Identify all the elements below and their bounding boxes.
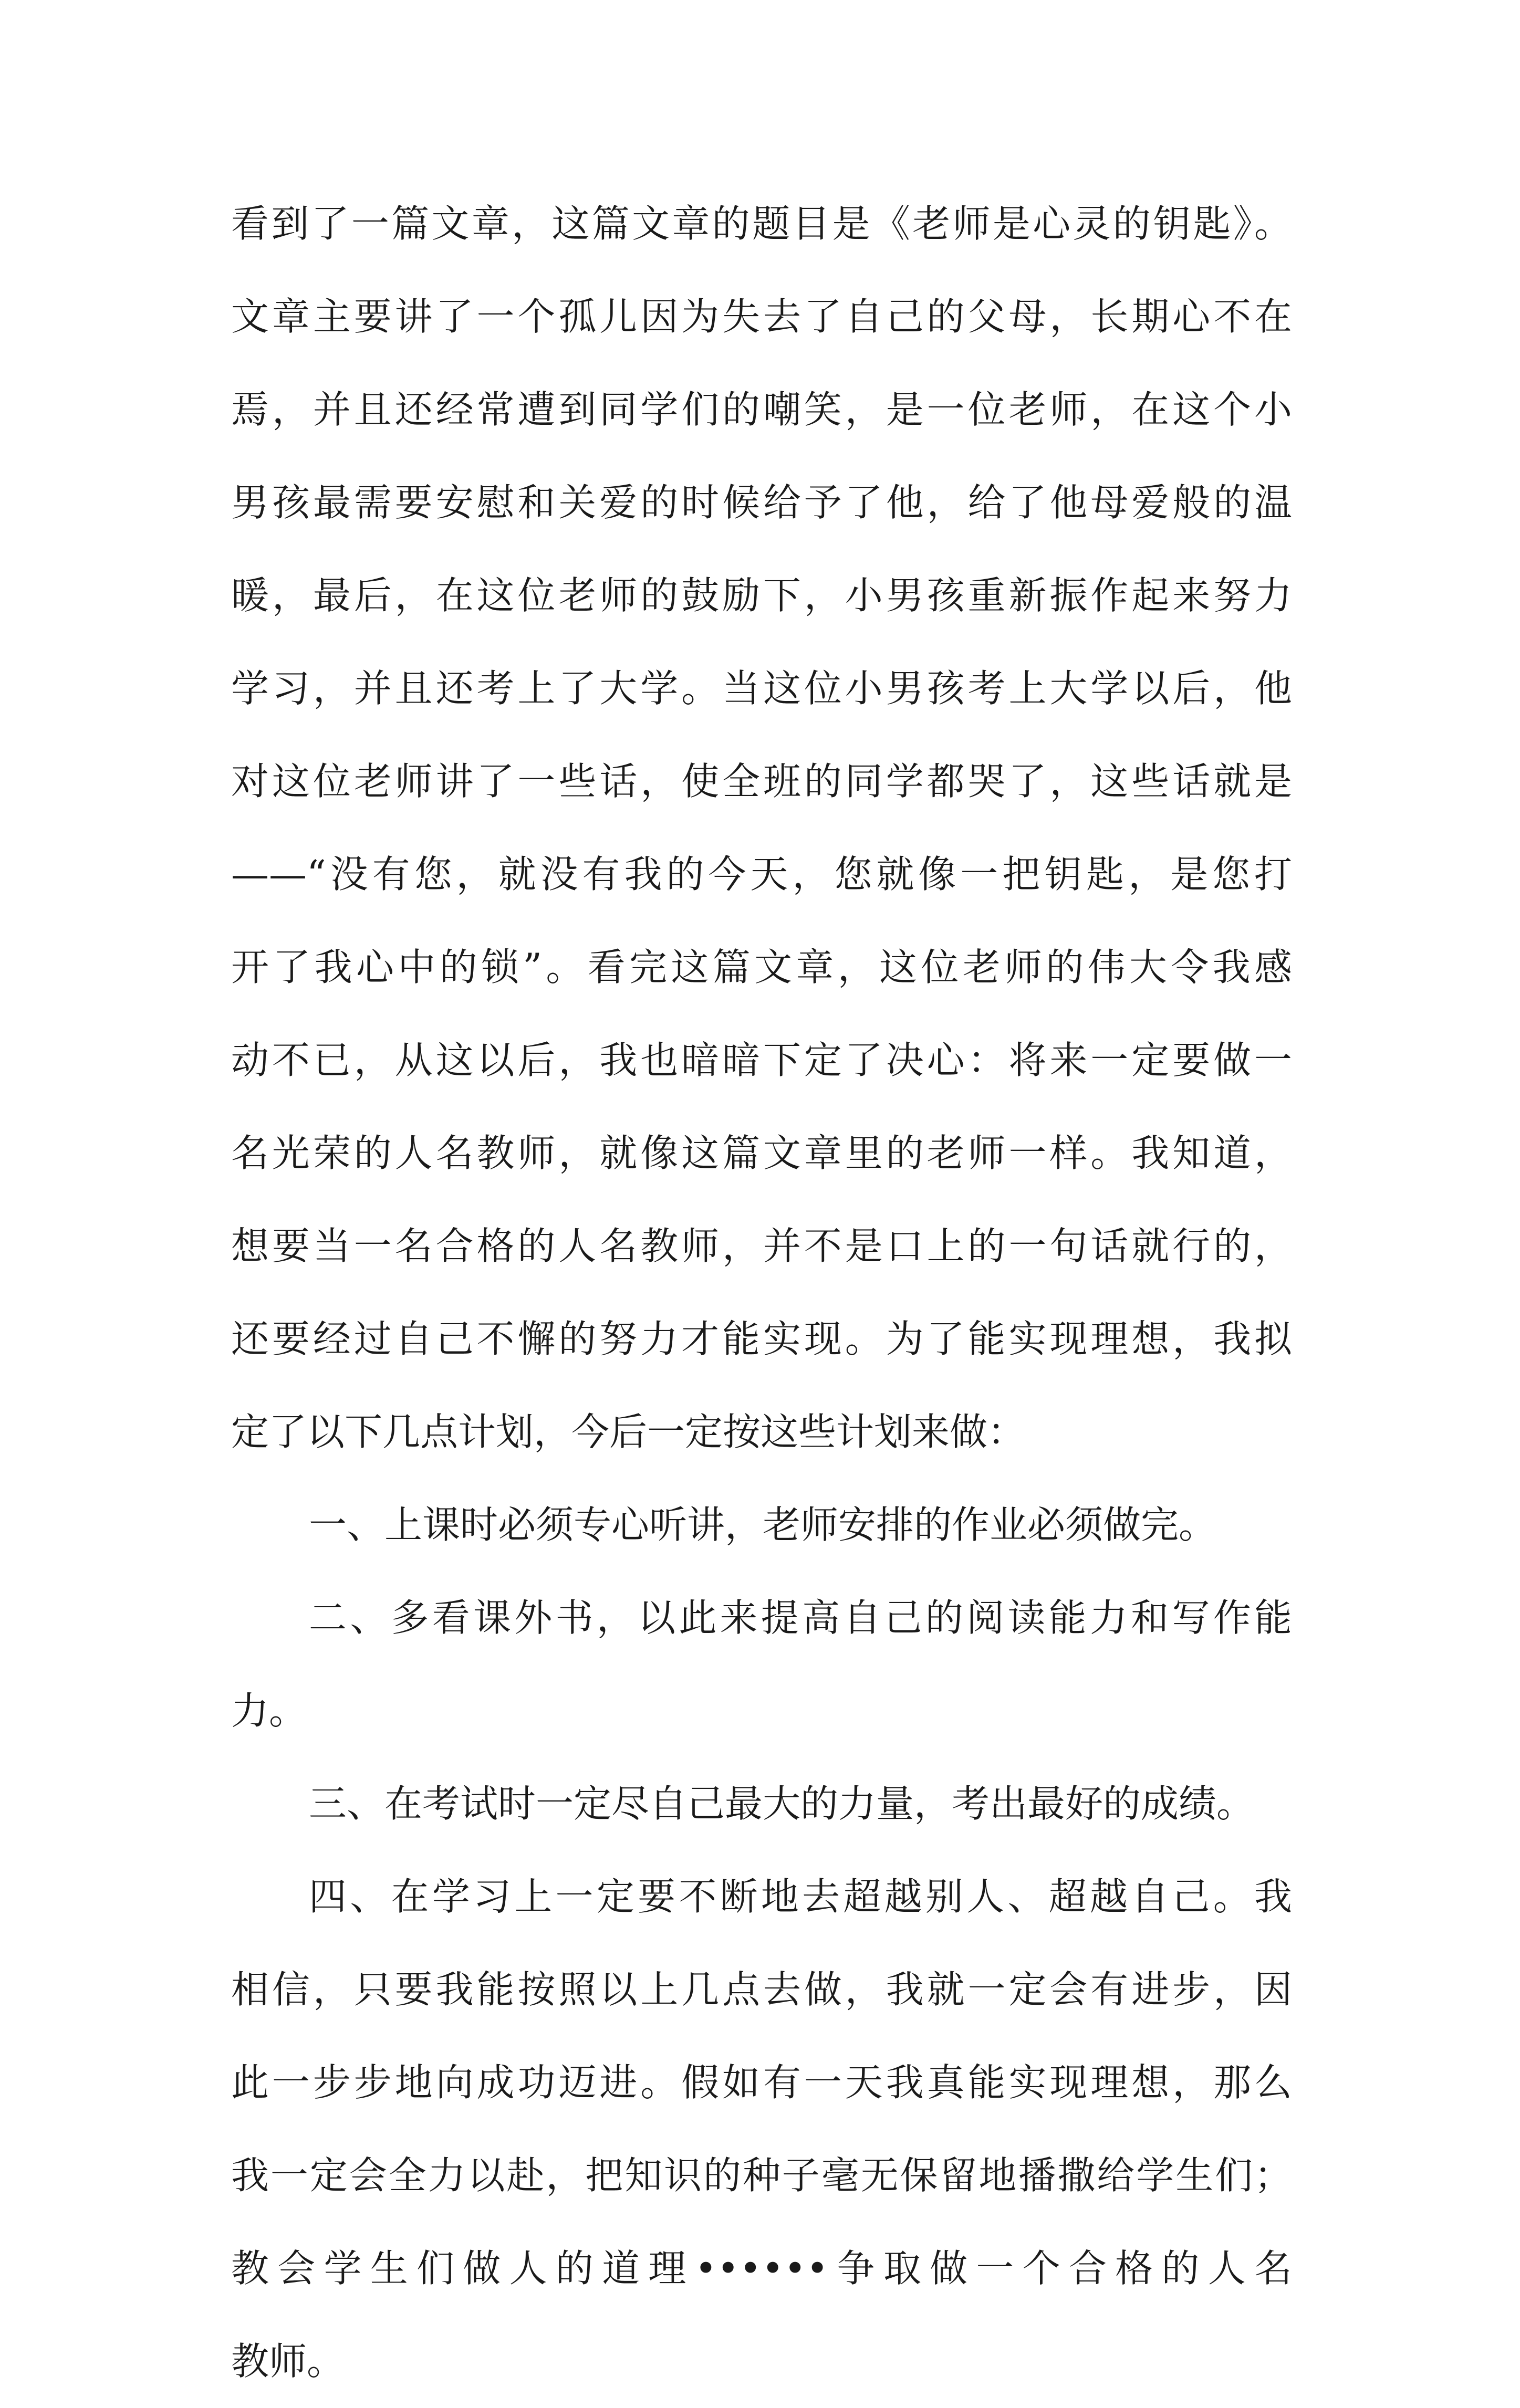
text-line: 动不已，从这以后，我也暗暗下定了决心：将来一定要做一 [231, 1038, 1292, 1082]
text-line: 相信，只要我能按照以上几点去做，我就一定会有进步，因 [231, 1967, 1292, 2012]
text-line: 看到了一篇文章，这篇文章的题目是《老师是心灵的钥匙》。 [231, 202, 1292, 246]
text-line: 对这位老师讲了一些话，使全班的同学都哭了，这些话就是 [231, 759, 1292, 803]
text-line: 力。 [231, 1689, 307, 1733]
text-line: 教师。 [231, 2339, 345, 2383]
essay-body [231, 177, 1292, 2408]
text-line: 开了我心中的锁”。看完这篇文章，这位老师的伟大令我感 [231, 945, 1292, 989]
text-line: 学习，并且还考上了大学。当这位小男孩考上大学以后，他 [231, 666, 1292, 710]
plan-item-3: 三、在考试时一定尽自己最大的力量，考出最好的成绩。 [309, 1782, 1255, 1826]
text-line: 还要经过自己不懈的努力才能实现。为了能实现理想，我拟 [231, 1317, 1292, 1361]
text-line: 焉，并且还经常遭到同学们的嘲笑，是一位老师，在这个小 [231, 388, 1292, 432]
text-line: 文章主要讲了一个孤儿因为失去了自己的父母，长期心不在 [231, 295, 1292, 339]
plan-item-2: 二、多看课外书，以此来提高自己的阅读能力和写作能 [309, 1596, 1292, 1640]
text-line: 此一步步地向成功迈进。假如有一天我真能实现理想，那么 [231, 2060, 1292, 2105]
text-line: 定了以下几点计划，今后一定按这些计划来做： [231, 1410, 1026, 1454]
plan-item-1: 一、上课时必须专心听讲，老师安排的作业必须做完。 [309, 1503, 1217, 1547]
text-line: 教会学生们做人的道理••••••争取做一个合格的人名 [231, 2246, 1292, 2290]
text-line: 名光荣的人名教师，就像这篇文章里的老师一样。我知道， [231, 1131, 1292, 1175]
text-line: 我一定会全力以赴，把知识的种子毫无保留地播撒给学生们； [231, 2153, 1292, 2197]
text-line: 男孩最需要安慰和关爱的时候给予了他，给了他母爱般的温 [231, 480, 1292, 525]
plan-item-4: 四、在学习上一定要不断地去超越别人、超越自己。我 [309, 1875, 1292, 1919]
text-line: 想要当一名合格的人名教师，并不是口上的一句话就行的， [231, 1224, 1292, 1268]
text-line: 暖，最后，在这位老师的鼓励下，小男孩重新振作起来努力 [231, 573, 1292, 617]
text-line: ——“没有您，就没有我的今天，您就像一把钥匙，是您打 [231, 852, 1292, 896]
